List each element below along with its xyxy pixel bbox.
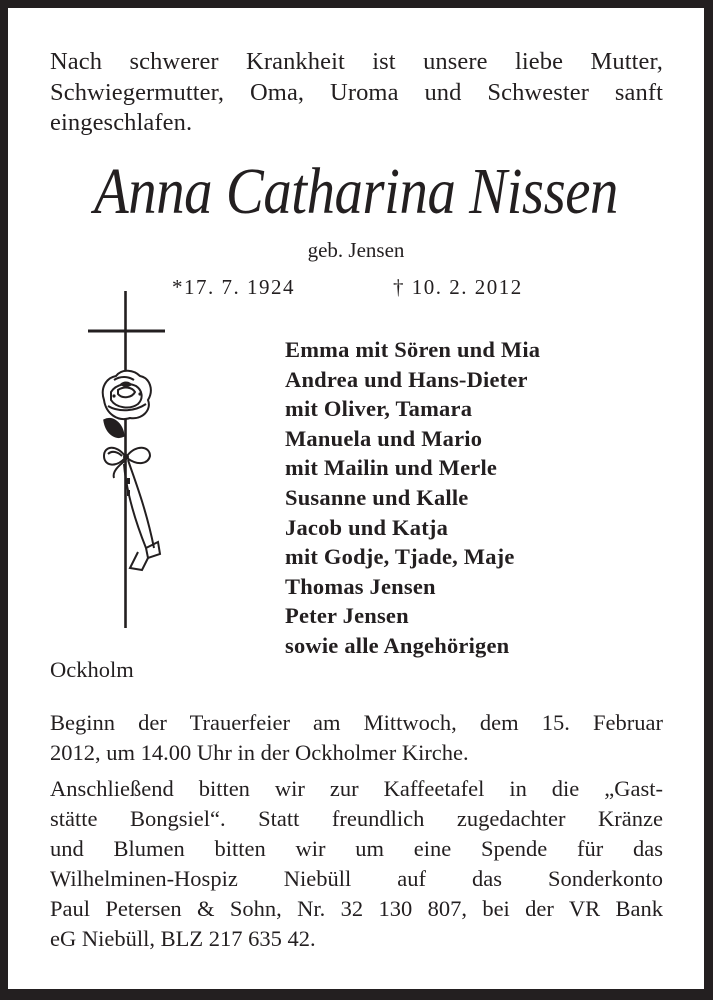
donation-line: und Blumen bitten wir um eine Spende für das <box>50 836 663 861</box>
mourner-line: Andrea und Hans-Dieter <box>285 366 528 392</box>
mourner-line: Susanne und Kalle <box>285 484 469 510</box>
mourner-line: Manuela und Mario <box>285 425 483 451</box>
funeral-line: 2012, um 14.00 Uhr in der Ockholmer Kirche. <box>50 740 469 765</box>
death-date: † 10. 2. 2012 <box>393 275 523 299</box>
intro-line: Schwiegermutter, Oma, Uroma und Schwester sanft <box>50 78 663 106</box>
maiden-name: geb. Jensen <box>307 238 405 262</box>
intro-paragraph <box>50 47 663 139</box>
deceased-name: Anna Catharina Nissen <box>94 155 618 228</box>
mourner-line: Jacob und Katja <box>285 514 449 540</box>
donation-line: eG Niebüll, BLZ 217 635 42. <box>50 926 316 951</box>
mourner-line: mit Mailin und Merle <box>285 455 498 481</box>
donation-line: Anschließend bitten wir zur Kaffeetafel in die „Gast- <box>50 776 663 801</box>
birth-date: *17. 7. 1924 <box>172 275 295 299</box>
mourner-line: mit Oliver, Tamara <box>285 396 473 422</box>
intro-line: eingeschlafen. <box>50 109 193 136</box>
mourner-line: mit Godje, Tjade, Maje <box>285 544 515 570</box>
mourner-line: Peter Jensen <box>285 603 409 629</box>
mourners-list <box>285 335 540 661</box>
place-name: Ockholm <box>50 657 134 682</box>
donation-info-paragraph <box>50 774 663 954</box>
funeral-info-paragraph <box>50 708 663 768</box>
obituary-notice <box>8 8 704 989</box>
funeral-line: Beginn der Trauerfeier am Mittwoch, dem 15. Februar <box>50 710 663 735</box>
donation-line: Paul Petersen & Sohn, Nr. 32 130 807, bei der VR Bank <box>50 896 663 921</box>
mourner-line: Emma mit Sören und Mia <box>285 337 541 362</box>
cross-with-rose-icon <box>68 278 188 638</box>
donation-line: stätte Bongsiel“. Statt freundlich zugedachter Kränze <box>50 806 663 831</box>
mourner-line: sowie alle Angehörigen <box>285 632 510 658</box>
donation-line: Wilhelminen-Hospiz Niebüll auf das Sonderkonto <box>50 866 663 891</box>
intro-line: Nach schwerer Krankheit ist unsere liebe Mutter, <box>50 48 663 75</box>
mourner-line: Thomas Jensen <box>285 573 436 599</box>
